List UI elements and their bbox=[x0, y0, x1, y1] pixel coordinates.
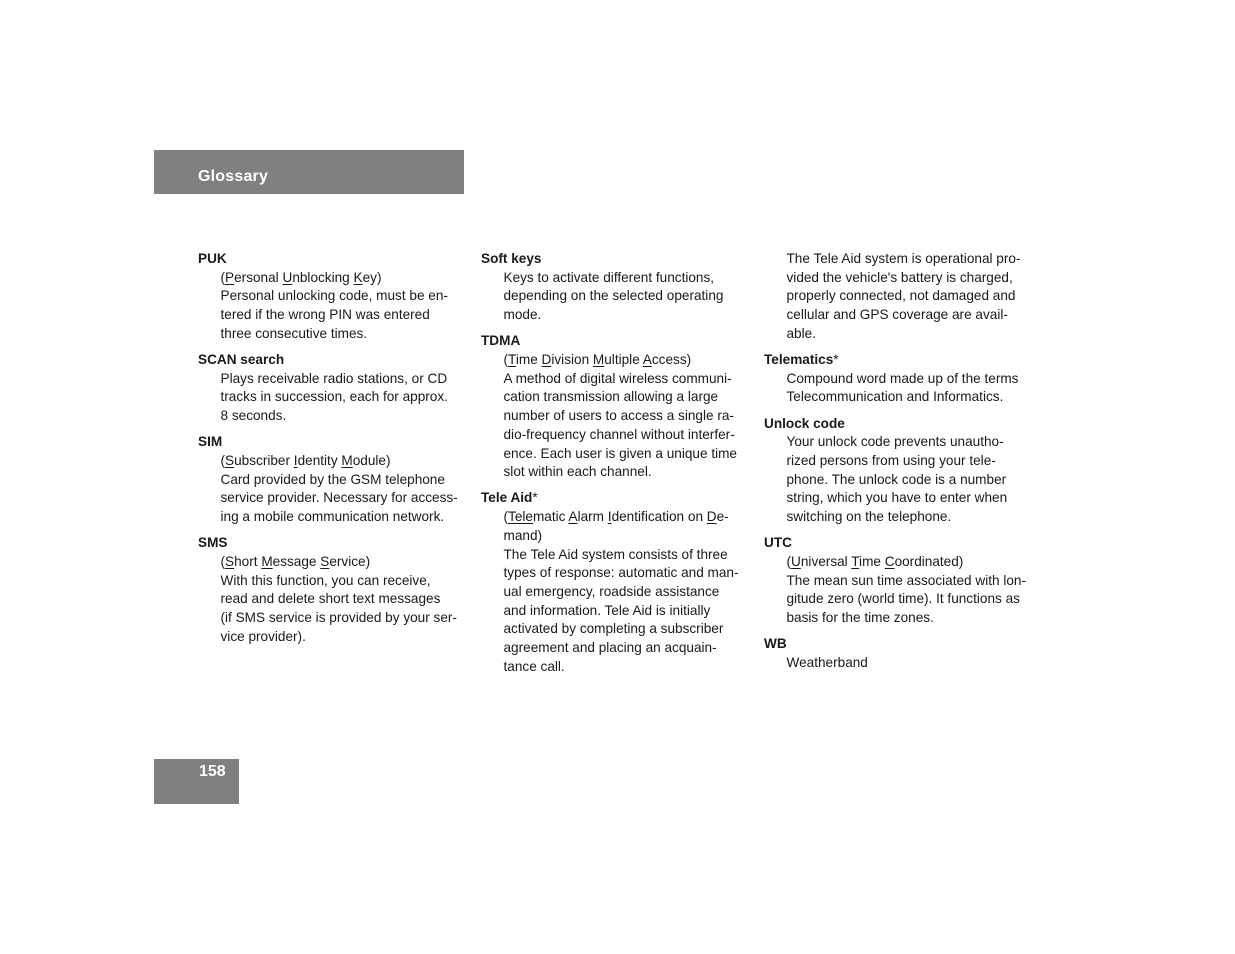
definition-line bbox=[504, 639, 752, 658]
underlined-letter: S bbox=[225, 453, 235, 469]
glossary-entry bbox=[764, 534, 1034, 628]
text-run: rized persons from using your tele- bbox=[786, 453, 996, 469]
section-header bbox=[154, 150, 464, 194]
text-run: ( bbox=[220, 554, 226, 570]
text-run: tance call. bbox=[503, 658, 565, 674]
text-run: mode. bbox=[503, 307, 542, 323]
text-run: matic bbox=[532, 509, 569, 525]
text-run: The Tele Aid system consists of three bbox=[503, 546, 728, 562]
text-run: ing a mobile communication network. bbox=[220, 509, 445, 525]
glossary-definition bbox=[764, 654, 1034, 673]
term-text: Telematics bbox=[764, 352, 834, 368]
definition-line bbox=[504, 463, 752, 482]
definition-line bbox=[787, 250, 1035, 269]
definition-line bbox=[221, 628, 469, 647]
definition-line bbox=[787, 306, 1035, 325]
definition-line bbox=[221, 553, 469, 572]
text-run: ime bbox=[515, 352, 542, 368]
definition-line bbox=[221, 306, 469, 325]
text-run: three consecutive times. bbox=[220, 325, 368, 341]
text-run: phone. The unlock code is a number bbox=[786, 471, 1007, 487]
text-run: agreement and placing an acquain- bbox=[503, 640, 717, 656]
text-run: ence. Each user is given a unique time bbox=[503, 445, 737, 461]
text-run: hort bbox=[234, 554, 262, 570]
text-run: dentity bbox=[297, 453, 342, 469]
definition-line bbox=[504, 583, 752, 602]
definition-line bbox=[221, 370, 469, 389]
text-run: gitude zero (world time). It functions as bbox=[786, 591, 1020, 607]
glossary-column-1 bbox=[198, 250, 468, 654]
definition-line bbox=[787, 325, 1035, 344]
underlined-letter: D bbox=[541, 352, 552, 368]
definition-line bbox=[221, 407, 469, 426]
underlined-letter: T bbox=[851, 554, 860, 570]
definition-line bbox=[504, 306, 752, 325]
text-run: ( bbox=[786, 554, 792, 570]
text-run: ( bbox=[503, 509, 509, 525]
glossary-term bbox=[198, 351, 468, 370]
definition-line bbox=[787, 609, 1035, 628]
text-run: vided the vehicle's battery is charged, bbox=[786, 269, 1013, 285]
definition-line bbox=[221, 471, 469, 490]
term-text: Unlock code bbox=[764, 415, 845, 431]
definition-line bbox=[504, 351, 752, 370]
term-text: SCAN search bbox=[198, 352, 285, 368]
definition-line bbox=[787, 269, 1035, 288]
text-run: string, which you have to enter when bbox=[786, 490, 1008, 506]
glossary-definition bbox=[764, 553, 1034, 628]
definition-line bbox=[504, 527, 752, 546]
underlined-letter: S bbox=[225, 554, 235, 570]
definition-line bbox=[221, 489, 469, 508]
text-run: cellular and GPS coverage are avail- bbox=[786, 307, 1008, 323]
definition-line bbox=[787, 388, 1035, 407]
text-run: Weatherband bbox=[786, 655, 868, 671]
underlined-letter: S bbox=[320, 554, 330, 570]
text-run: odule) bbox=[352, 453, 391, 469]
glossary-term bbox=[198, 534, 468, 553]
definition-line bbox=[787, 489, 1035, 508]
glossary-entry bbox=[198, 534, 468, 646]
text-run: mand) bbox=[503, 527, 543, 543]
text-run: Keys to activate different functions, bbox=[503, 269, 715, 285]
definition-line bbox=[504, 370, 752, 389]
text-run: ( bbox=[220, 269, 226, 285]
definition-line bbox=[787, 590, 1035, 609]
text-run: ual emergency, roadside assistance bbox=[503, 583, 720, 599]
text-run: slot within each channel. bbox=[503, 464, 652, 480]
definition-line bbox=[787, 654, 1035, 673]
definition-line bbox=[787, 572, 1035, 591]
text-run: e- bbox=[716, 509, 729, 525]
glossary-term bbox=[764, 534, 1034, 553]
text-run: larm bbox=[577, 509, 608, 525]
text-run: niversal bbox=[800, 554, 852, 570]
glossary-definition bbox=[764, 433, 1034, 527]
underlined-letter: M bbox=[592, 352, 605, 368]
glossary-term bbox=[481, 332, 751, 351]
footnote-star: * bbox=[532, 490, 538, 506]
text-run: ( bbox=[503, 352, 509, 368]
definition-line bbox=[787, 452, 1035, 471]
term-text: UTC bbox=[764, 535, 792, 551]
glossary-definition bbox=[481, 351, 751, 482]
page-number: 158 bbox=[199, 763, 226, 780]
glossary-entry bbox=[198, 250, 468, 344]
definition-line bbox=[221, 590, 469, 609]
text-run: tracks in succession, each for approx. bbox=[220, 389, 448, 405]
definition-line bbox=[504, 602, 752, 621]
underlined-letter: U bbox=[791, 554, 801, 570]
definition-line bbox=[787, 433, 1035, 452]
text-run: and information. Tele Aid is initially bbox=[503, 602, 711, 618]
glossary-column-3 bbox=[764, 250, 1034, 680]
definition-line bbox=[221, 609, 469, 628]
glossary-entry bbox=[198, 351, 468, 426]
text-run: depending on the selected operating bbox=[503, 288, 724, 304]
text-run: types of response: automatic and man- bbox=[503, 565, 739, 581]
underlined-letter: A bbox=[568, 509, 578, 525]
definition-line bbox=[504, 426, 752, 445]
definition-line bbox=[787, 471, 1035, 490]
text-run: number of users to access a single ra- bbox=[503, 408, 734, 424]
glossary-term bbox=[198, 250, 468, 269]
text-run: A method of digital wireless communi- bbox=[503, 370, 732, 386]
text-run: read and delete short text messages bbox=[220, 591, 441, 607]
text-run: cation transmission allowing a large bbox=[503, 389, 719, 405]
glossary-entry bbox=[764, 635, 1034, 672]
definition-line bbox=[221, 572, 469, 591]
underlined-letter: M bbox=[261, 554, 273, 570]
glossary-term bbox=[198, 433, 468, 452]
text-run: dentification on bbox=[611, 509, 707, 525]
underlined-letter: I bbox=[293, 453, 298, 469]
text-run: able. bbox=[786, 325, 816, 341]
text-run: Your unlock code prevents unautho- bbox=[786, 434, 1004, 450]
definition-line bbox=[787, 508, 1035, 527]
glossary-entry bbox=[481, 250, 751, 325]
text-run: tered if the wrong PIN was entered bbox=[220, 307, 430, 323]
definition-line bbox=[221, 325, 469, 344]
text-run: ( bbox=[220, 453, 226, 469]
glossary-entry bbox=[198, 433, 468, 527]
glossary-entry bbox=[481, 332, 751, 482]
text-run: The Tele Aid system is operational pro- bbox=[786, 251, 1021, 266]
continued-definition bbox=[764, 250, 1034, 344]
text-run: ccess) bbox=[651, 352, 692, 368]
definition-line bbox=[787, 287, 1035, 306]
definition-line bbox=[221, 508, 469, 527]
definition-line bbox=[787, 370, 1035, 389]
definition-line bbox=[787, 553, 1035, 572]
footnote-star: * bbox=[833, 352, 839, 368]
definition-line bbox=[504, 407, 752, 426]
text-run: Personal unlocking code, must be en- bbox=[220, 288, 448, 304]
underlined-letter: D bbox=[706, 509, 717, 525]
term-text: Soft keys bbox=[481, 251, 542, 266]
text-run: basis for the time zones. bbox=[786, 610, 934, 626]
glossary-term bbox=[481, 250, 751, 269]
text-run: 8 seconds. bbox=[220, 408, 287, 424]
text-run: switching on the telephone. bbox=[786, 509, 952, 525]
text-run: With this function, you can receive, bbox=[220, 572, 431, 588]
underlined-letter: Tele bbox=[508, 509, 533, 525]
text-run: properly connected, not damaged and bbox=[786, 288, 1016, 304]
underlined-letter: K bbox=[353, 269, 363, 285]
glossary-definition bbox=[198, 269, 468, 344]
glossary-term bbox=[764, 415, 1034, 434]
definition-line bbox=[504, 508, 752, 527]
text-run: dio-frequency channel without interfer- bbox=[503, 426, 735, 442]
text-run: Plays receivable radio stations, or CD bbox=[220, 370, 448, 386]
definition-line bbox=[504, 388, 752, 407]
term-text: Tele Aid bbox=[481, 490, 533, 506]
glossary-definition bbox=[198, 370, 468, 426]
glossary-definition bbox=[764, 370, 1034, 407]
underlined-letter: C bbox=[884, 554, 895, 570]
underlined-letter: A bbox=[642, 352, 652, 368]
text-run: Card provided by the GSM telephone bbox=[220, 471, 445, 487]
text-run: activated by completing a subscriber bbox=[503, 621, 724, 637]
term-text: SIM bbox=[198, 434, 223, 450]
definition-line bbox=[504, 269, 752, 288]
glossary-entry bbox=[481, 489, 751, 676]
glossary-definition bbox=[198, 553, 468, 647]
text-run: ivision bbox=[551, 352, 593, 368]
text-run: ime bbox=[859, 554, 885, 570]
glossary-term bbox=[764, 635, 1034, 654]
text-run: nblocking bbox=[292, 269, 354, 285]
text-run: essage bbox=[272, 554, 321, 570]
underlined-letter: T bbox=[508, 352, 516, 368]
definition-line bbox=[504, 620, 752, 639]
text-run: ersonal bbox=[234, 269, 283, 285]
definition-line bbox=[504, 564, 752, 583]
glossary-definition bbox=[481, 269, 751, 325]
definition-line bbox=[221, 452, 469, 471]
text-run: Telecommunication and Informatics. bbox=[786, 389, 1004, 405]
text-run: ervice) bbox=[329, 554, 371, 570]
term-text: TDMA bbox=[481, 333, 521, 349]
term-text: SMS bbox=[198, 535, 228, 551]
underlined-letter: I bbox=[607, 509, 612, 525]
page-number-tab bbox=[154, 759, 239, 804]
text-run: ultiple bbox=[604, 352, 643, 368]
glossary-definition bbox=[481, 508, 751, 676]
text-run: ey) bbox=[362, 269, 382, 285]
underlined-letter: P bbox=[225, 269, 235, 285]
glossary-entry bbox=[764, 351, 1034, 407]
definition-line bbox=[504, 287, 752, 306]
glossary-term bbox=[481, 489, 751, 508]
glossary-term bbox=[764, 351, 1034, 370]
definition-line bbox=[504, 658, 752, 677]
term-text: WB bbox=[764, 636, 787, 652]
text-run: Compound word made up of the terms bbox=[786, 370, 1019, 386]
text-run: ubscriber bbox=[234, 453, 294, 469]
underlined-letter: M bbox=[341, 453, 353, 469]
term-text: PUK bbox=[198, 251, 227, 266]
underlined-letter: U bbox=[282, 269, 293, 285]
section-title: Glossary bbox=[198, 168, 269, 185]
definition-line bbox=[221, 287, 469, 306]
text-run: The mean sun time associated with lon- bbox=[786, 572, 1027, 588]
text-run: service provider. Necessary for access- bbox=[220, 490, 458, 506]
definition-line bbox=[221, 269, 469, 288]
glossary-definition bbox=[198, 452, 468, 527]
definition-line bbox=[504, 546, 752, 565]
glossary-column-2 bbox=[481, 250, 751, 684]
glossary-entry bbox=[764, 415, 1034, 527]
text-run: oordinated) bbox=[894, 554, 964, 570]
definition-line bbox=[221, 388, 469, 407]
text-run: (if SMS service is provided by your ser- bbox=[220, 610, 457, 626]
text-run: vice provider). bbox=[220, 628, 306, 644]
definition-line bbox=[504, 445, 752, 464]
